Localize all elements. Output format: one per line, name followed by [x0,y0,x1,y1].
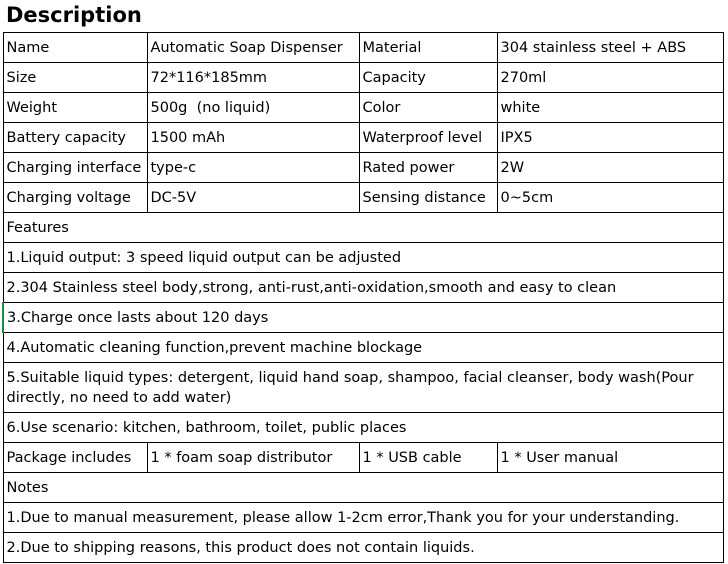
spec-value-name: Automatic Soap Dispenser [147,33,359,63]
spec-row-charging-interface [3,153,723,183]
notes-header-row [3,473,723,503]
spec-label-rated-power: Rated power [359,153,497,183]
feature-item: 2.304 Stainless steel body,strong, anti-rust,anti-oxidation,smooth and easy to clean [3,273,723,303]
spec-value-color: white [497,93,723,123]
feature-item: 5.Suitable liquid types: detergent, liquid hand soap, shampoo, facial cleanser, body wash(Pour directly, no need to add water) [3,363,723,413]
note-item: 1.Due to manual measurement, please allow 1-2cm error,Thank you for your understanding. [3,503,723,533]
notes-title: Notes [3,473,723,503]
package-row [3,443,723,473]
spec-label-charging-interface: Charging interface [3,153,147,183]
description-table [2,32,724,563]
package-item-user-manual: 1 * User manual [497,443,723,473]
spec-value-charging-voltage: DC-5V [147,183,359,213]
spec-label-sensing-distance: Sensing distance [359,183,497,213]
spec-label-capacity: Capacity [359,63,497,93]
spec-label-waterproof-level: Waterproof level [359,123,497,153]
feature-item: 4.Automatic cleaning function,prevent machine blockage [3,333,723,363]
feature-item: 3.Charge once lasts about 120 days [3,303,723,333]
spec-row-weight [3,93,723,123]
feature-row [3,363,723,413]
package-item-distributor: 1 * foam soap distributor [147,443,359,473]
note-item: 2.Due to shipping reasons, this product does not contain liquids. [3,533,723,563]
feature-item: 6.Use scenario: kitchen, bathroom, toilet, public places [3,413,723,443]
spec-value-size: 72*116*185mm [147,63,359,93]
feature-row [3,273,723,303]
spec-label-size: Size [3,63,147,93]
spec-value-material: 304 stainless steel + ABS [497,33,723,63]
note-row [3,533,723,563]
package-label: Package includes [3,443,147,473]
spec-value-waterproof-level: IPX5 [497,123,723,153]
feature-row [3,333,723,363]
features-title: Features [3,213,723,243]
spec-value-charging-interface: type-c [147,153,359,183]
spec-value-capacity: 270ml [497,63,723,93]
feature-item: 1.Liquid output: 3 speed liquid output can be adjusted [3,243,723,273]
spec-value-rated-power: 2W [497,153,723,183]
spec-row-charging-voltage [3,183,723,213]
features-header-row [3,213,723,243]
spec-label-battery-capacity: Battery capacity [3,123,147,153]
spec-label-charging-voltage: Charging voltage [3,183,147,213]
package-item-usb-cable: 1 * USB cable [359,443,497,473]
spec-value-sensing-distance: 0~5cm [497,183,723,213]
spec-label-color: Color [359,93,497,123]
spec-label-weight: Weight [3,93,147,123]
spec-label-material: Material [359,33,497,63]
feature-row [3,303,723,333]
spec-row-battery [3,123,723,153]
spec-value-weight: 500g (no liquid) [147,93,359,123]
spec-value-battery-capacity: 1500 mAh [147,123,359,153]
feature-row [3,243,723,273]
spec-row-size [3,63,723,93]
feature-row [3,413,723,443]
note-row [3,503,723,533]
page-title: Description [6,3,142,27]
spec-row-name [3,33,723,63]
spec-label-name: Name [3,33,147,63]
